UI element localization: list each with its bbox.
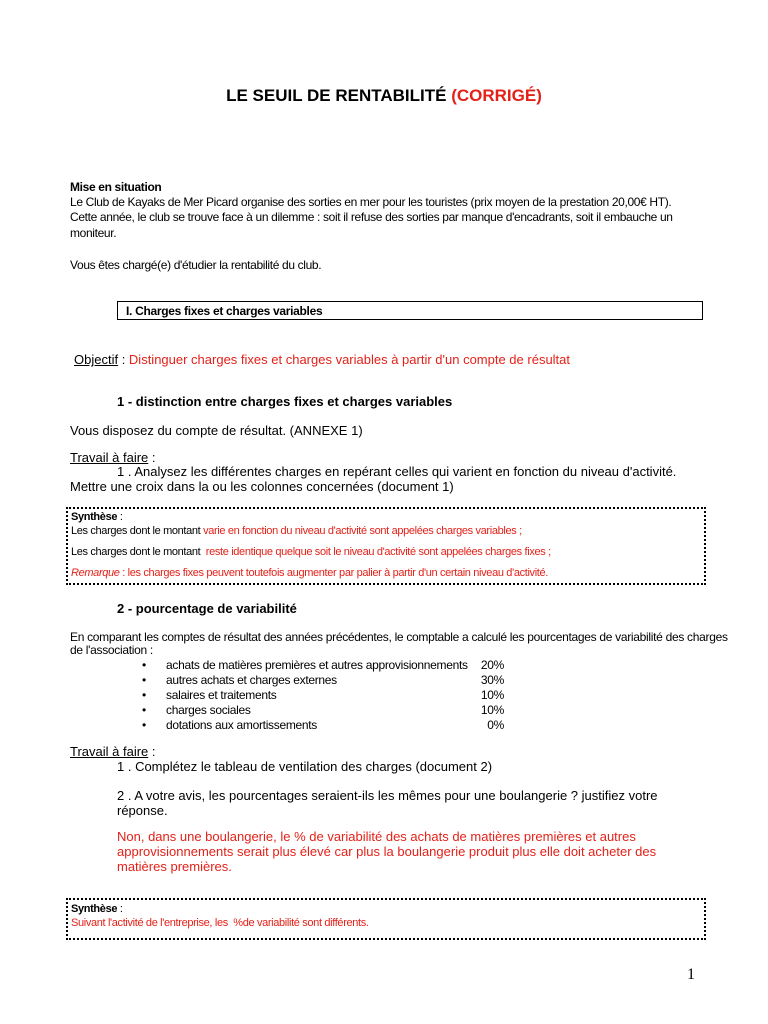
list-item — [142, 703, 504, 718]
bullet-icon: • — [142, 658, 146, 672]
bullet-icon: • — [142, 688, 146, 702]
objectif-text: Distinguer charges fixes et charges variables à partir d'un compte de résultat — [128, 352, 571, 367]
synthese2-separator: : — [117, 903, 123, 915]
bullet-icon: • — [142, 673, 146, 687]
list-item-pct: 20% — [480, 658, 504, 672]
synthese2-label: Synthèse — [71, 903, 118, 915]
part1-travail — [70, 450, 156, 465]
synthese1-l1-black: Les charges dont le montant — [71, 525, 204, 537]
variability-list — [142, 658, 504, 738]
synthese2-text: Suivant l'activité de l'entreprise, les %de variabilité sont différents. — [71, 917, 369, 929]
part2-intro-line1: En comparant les comptes de résultat des années précédentes, le comptable a calculé les pourcentages de variabilité des charges — [70, 630, 728, 644]
synthese-box-2 — [66, 898, 706, 940]
synthese1-l1-red: varie en fonction du niveau d'activité sont appelées charges variables ; — [203, 525, 522, 537]
synthese1-l2-black: Les charges dont le montant — [71, 546, 206, 558]
bullet-icon: • — [142, 703, 146, 717]
part2-task2-line1: 2 . A votre avis, les pourcentages seraient-ils les mêmes pour une boulangerie ? justifiez votre — [117, 788, 658, 803]
part2-travail-label: Travail à faire — [70, 744, 149, 759]
synthese1-remarque-label: Remarque — [71, 567, 120, 579]
section-heading-box — [117, 301, 703, 320]
section-heading-label: I. Charges fixes et charges variables — [126, 304, 323, 318]
situation-line-4: Vous êtes chargé(e) d'étudier la rentabilité du club. — [70, 258, 322, 272]
list-item — [142, 688, 504, 703]
part1-travail-separator: : — [148, 450, 156, 465]
list-item-label: dotations aux amortissements — [166, 718, 318, 732]
part2-travail-separator: : — [148, 744, 156, 759]
part1-intro: Vous disposez du compte de résultat. (ANNEXE 1) — [70, 423, 363, 438]
part2-task2-line2: réponse. — [117, 803, 168, 818]
list-item — [142, 673, 504, 688]
part2-intro-line2: de l'association : — [70, 643, 153, 657]
synthese1-label: Synthèse — [71, 511, 118, 523]
synthese1-separator: : — [117, 511, 123, 523]
bullet-icon: • — [142, 718, 146, 732]
part1-task1-line1: 1 . Analysez les différentes charges en repérant celles qui varient en fonction du niveau d'activité. — [117, 464, 677, 479]
situation-line-1: Le Club de Kayaks de Mer Picard organise des sorties en mer pour les touristes (prix moyen de la prestation 20,00€ HT). — [70, 195, 672, 209]
objectif-label: Objectif — [74, 352, 119, 367]
objectif-line — [74, 352, 570, 367]
situation-line-3: moniteur. — [70, 226, 117, 240]
synthese1-remarque-text: : les charges fixes peuvent toutefois augmenter par palier à partir d'un certain niveau d'activité. — [119, 567, 548, 579]
part1-travail-label: Travail à faire — [70, 450, 149, 465]
part1-heading: 1 - distinction entre charges fixes et charges variables — [117, 394, 453, 409]
synthese1-l2-red: reste identique quelque soit le niveau d'activité sont appelées charges fixes ; — [205, 546, 551, 558]
answer-line2: approvisionnements serait plus élevé car plus la boulangerie produit plus elle doit acheter des — [117, 844, 657, 859]
answer-line3: matières premières. — [117, 859, 232, 874]
list-item-pct: 30% — [480, 673, 504, 687]
title-corrige: (CORRIGÉ) — [451, 86, 542, 105]
answer-line1: Non, dans une boulangerie, le % de variabilité des achats de matières premières et autres — [117, 829, 636, 844]
list-item — [142, 658, 504, 673]
part2-heading: 2 - pourcentage de variabilité — [117, 601, 297, 616]
page-title — [0, 86, 768, 106]
list-item-pct: 0% — [487, 718, 504, 732]
list-item-label: achats de matières premières et autres approvisionnements — [166, 658, 468, 672]
part1-task1-line2: Mettre une croix dans la ou les colonnes concernées (document 1) — [70, 479, 454, 494]
list-item-pct: 10% — [480, 688, 504, 702]
situation-heading: Mise en situation — [70, 180, 162, 194]
list-item — [142, 718, 504, 733]
objectif-separator: : — [118, 352, 129, 367]
title-main: LE SEUIL DE RENTABILITÉ — [226, 86, 447, 105]
situation-line-2: Cette année, le club se trouve face à un dilemme : soit il refuse des sorties par manque d'encadrants, soit il embauche un — [70, 210, 673, 224]
part2-task1: 1 . Complétez le tableau de ventilation des charges (document 2) — [117, 759, 493, 774]
list-item-pct: 10% — [480, 703, 504, 717]
page-number: 1 — [687, 966, 695, 983]
list-item-label: autres achats et charges externes — [166, 673, 337, 687]
list-item-label: salaires et traitements — [166, 688, 277, 702]
list-item-label: charges sociales — [166, 703, 251, 717]
synthese-box-1 — [66, 507, 706, 585]
part2-travail — [70, 744, 156, 759]
